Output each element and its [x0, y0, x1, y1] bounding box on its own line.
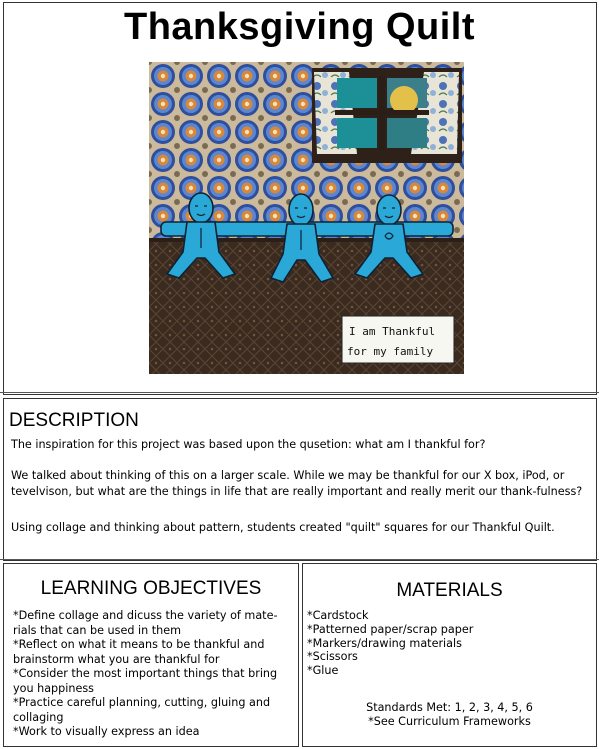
list-item: *Define collage and dicuss the variety of mate-rials that can be used in them	[13, 609, 278, 637]
list-item: *Work to visually express an idea	[13, 725, 200, 738]
quilt-artwork-image	[149, 62, 464, 374]
description-paragraph: The inspiration for this project was based upon the qusetion: what am I thankful for?	[11, 438, 486, 451]
list-item: *Practice careful planning, cutting, gluing and collaging	[13, 696, 271, 724]
standards-met: Standards Met: 1, 2, 3, 4, 5, 6	[366, 701, 533, 714]
list-item: *Scissors	[307, 650, 358, 664]
materials-list	[307, 609, 587, 678]
list-item: *Cardstock	[307, 609, 369, 622]
description-paragraph: Using collage and thinking about pattern, students created "quilt" squares for our Thankful Quilt.	[11, 521, 555, 534]
window-collage	[312, 68, 462, 163]
description-paragraph: We talked about thinking of this on a larger scale. While we may be thankful for our X box, iPod, or tevelvison, but what are the things in life that are really important and really merit our thank-fulness?	[11, 469, 583, 498]
note-line-1: I am Thankful	[349, 325, 436, 338]
list-item: *Markers/drawing materials	[307, 636, 462, 650]
divider	[0, 392, 599, 393]
objectives-heading: LEARNING OBJECTIVES	[40, 578, 262, 599]
materials-heading: MATERIALS	[396, 580, 503, 601]
page-title: Thanksgiving Quilt	[123, 6, 476, 48]
list-item: *Consider the most important things that bring you happiness	[13, 667, 278, 695]
list-item: *Glue	[307, 664, 339, 678]
divider	[0, 559, 599, 560]
thankful-note-card	[342, 316, 454, 363]
list-item: *Reflect on what it means to be thankful and brainstorm what you are thankful for	[13, 638, 265, 666]
list-item: *Patterned paper/scrap paper	[307, 622, 474, 636]
description-heading: DESCRIPTION	[9, 410, 139, 431]
objectives-list	[13, 609, 291, 740]
note-line-2: for my family	[347, 345, 434, 358]
curriculum-frameworks-note: *See Curriculum Frameworks	[368, 715, 531, 728]
